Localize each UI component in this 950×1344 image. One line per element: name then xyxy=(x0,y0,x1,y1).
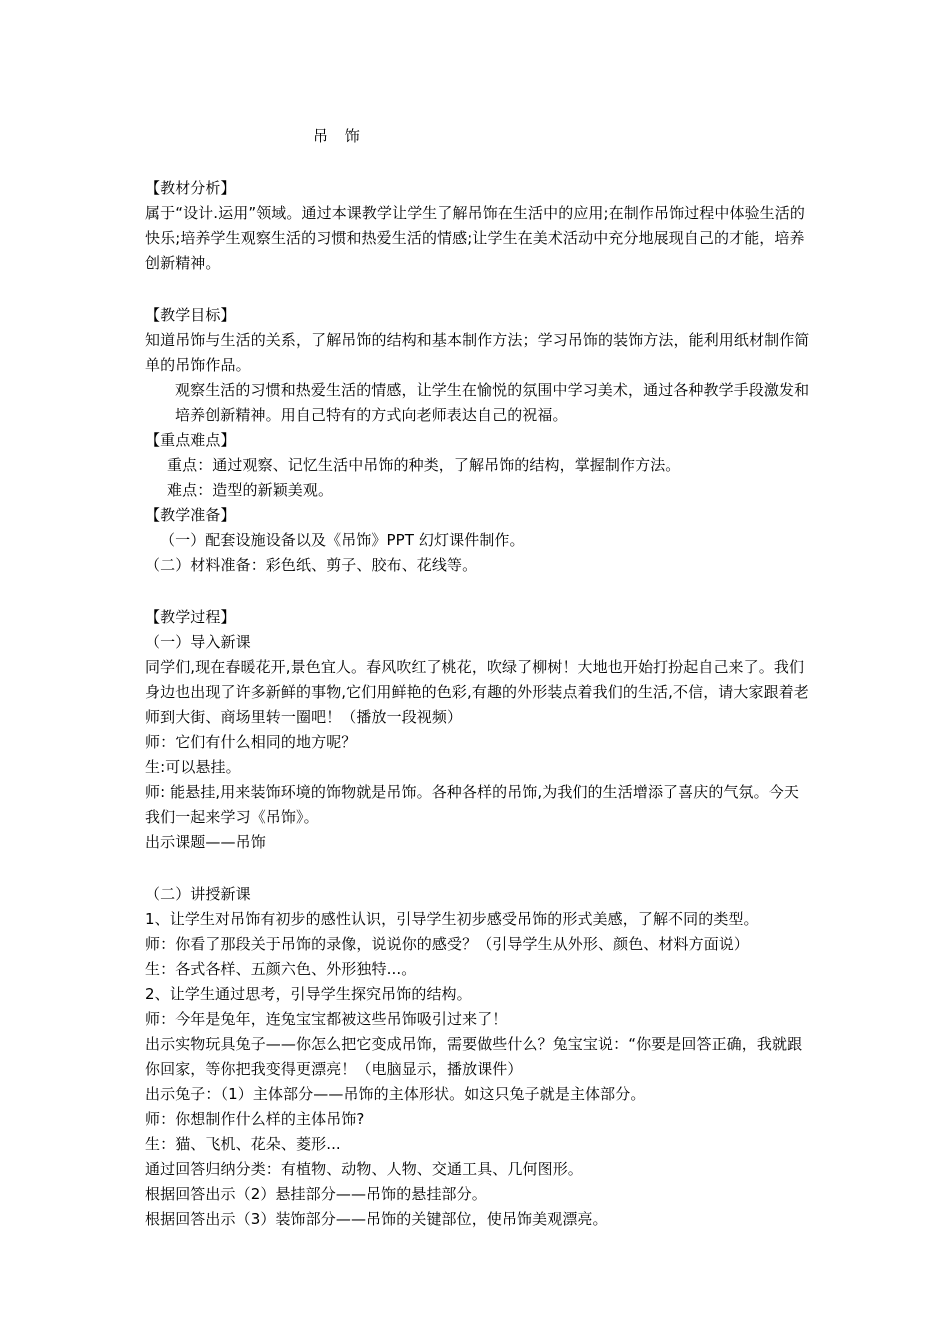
process-part2-title: （二）讲授新课 xyxy=(145,885,251,903)
process-q8: 师：你想制作什么样的主体吊饰? xyxy=(145,1110,365,1128)
goals-text-1: 知道吊饰与生活的关系，了解吊饰的结构和基本制作方法；学习吊饰的装饰方法，能利用纸材制作简单的吊饰作品。 xyxy=(145,331,810,374)
process-q4: 2、让学生通过思考，引导学生探究吊饰的结构。 xyxy=(145,985,472,1003)
process-q1: 1、让学生对吊饰有初步的感性认识，引导学生初步感受吊饰的形式美感，了解不同的类型。 xyxy=(145,910,759,928)
goals-text-2: 观察生活的习惯和热爱生活的情感，让学生在愉悦的氛围中学习美术，通过各种教学手段激发和培养创新精神。用自己特有的方式向老师表达自己的祝福。 xyxy=(175,381,810,424)
process-p4: 师: 能悬挂,用来装饰环境的饰物就是吊饰。各种各样的吊饰,为我们的生活增添了喜庆的气氛。今天我们一起来学习《吊饰》。 xyxy=(145,783,799,826)
prep-item-2: （二）材料准备：彩色纸、剪子、胶布、花线等。 xyxy=(145,556,478,574)
analysis-text: 属于“设计.运用”领域。通过本课教学让学生了解吊饰在生活中的应用;在制作吊饰过程中体验生活的快乐;培养学生观察生活的习惯和热爱生活的情感;让学生在美术活动中充分地展现自己的才能，培养创新精神。 xyxy=(145,204,805,272)
process-p2: 师：它们有什么相同的地方呢？ xyxy=(145,733,357,751)
process-q9: 生：猫、飞机、花朵、菱形... xyxy=(145,1135,341,1153)
process-q10: 通过回答归纳分类：有植物、动物、人物、交通工具、几何图形。 xyxy=(145,1160,583,1178)
process-q7: 出示兔子：（1）主体部分——吊饰的主体形状。如这只兔子就是主体部分。 xyxy=(145,1085,646,1103)
process-q5: 师：今年是兔年，连兔宝宝都被这些吊饰吸引过来了！ xyxy=(145,1010,508,1028)
process-heading: 【教学过程】 xyxy=(145,608,236,626)
process-p3: 生:可以悬挂。 xyxy=(145,758,241,776)
prep-item-1: （一）配套设施设备以及《吊饰》PPT 幻灯课件制作。 xyxy=(160,531,525,549)
prep-heading: 【教学准备】 xyxy=(145,506,236,524)
process-q3: 生：各式各样、五颜六色、外形独特...。 xyxy=(145,960,417,978)
analysis-heading: 【教材分析】 xyxy=(145,179,236,197)
process-q2: 师：你看了那段关于吊饰的录像，说说你的感受？（引导学生从外形、颜色、材料方面说） xyxy=(145,935,750,953)
goals-heading: 【教学目标】 xyxy=(145,306,236,324)
key-difficulty: 难点：造型的新颖美观。 xyxy=(167,481,334,499)
key-heading: 【重点难点】 xyxy=(145,431,236,449)
key-point: 重点：通过观察、记忆生活中吊饰的种类，了解吊饰的结构，掌握制作方法。 xyxy=(167,456,681,474)
process-q6: 出示实物玩具兔子——你怎么把它变成吊饰，需要做些什么？兔宝宝说：“你要是回答正确，我就跟你回家，等你把我变得更漂亮！（电脑显示，播放课件） xyxy=(145,1035,803,1078)
process-p5: 出示课题——吊饰 xyxy=(145,833,266,851)
document-page xyxy=(145,124,811,1232)
process-q12: 根据回答出示（3）装饰部分——吊饰的关键部位，使吊饰美观漂亮。 xyxy=(145,1210,608,1228)
document-title: 吊 饰 xyxy=(313,127,366,145)
process-q11: 根据回答出示（2）悬挂部分——吊饰的悬挂部分。 xyxy=(145,1185,487,1203)
process-part1-title: （一）导入新课 xyxy=(145,633,251,651)
process-p1: 同学们,现在春暖花开,景色宜人。春风吹红了桃花，吹绿了柳树！大地也开始打扮起自己来了。我们身边也出现了许多新鲜的事物,它们用鲜艳的色彩,有趣的外形装点着我们的生活,不信，请大家跟着老师到大街、商场里转一圈吧！（播放一段视频） xyxy=(145,658,809,726)
